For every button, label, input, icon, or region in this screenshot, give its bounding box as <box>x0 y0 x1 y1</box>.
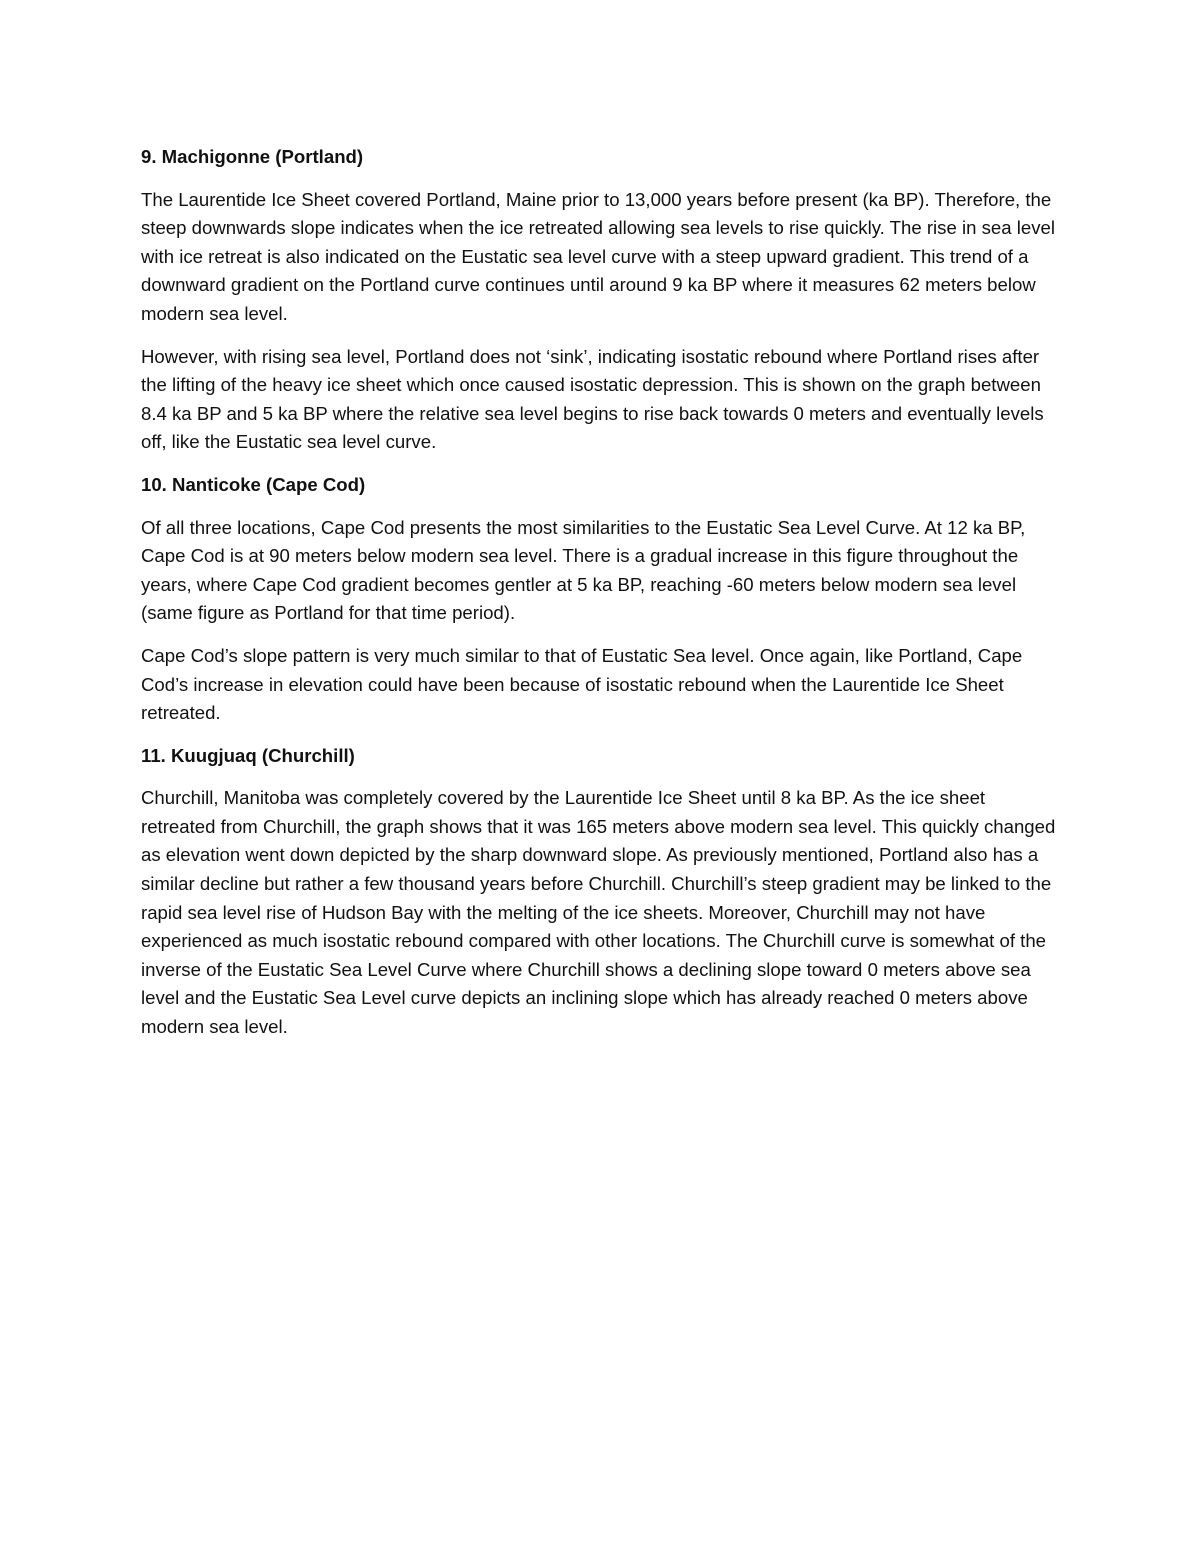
paragraph: Churchill, Manitoba was completely covered by the Laurentide Ice Sheet until 8 ka BP. As the ice sheet retreated from Churchill, the graph shows that it was 165 meters above modern sea level. This quickly changed as elevation went down depicted by the sharp downward slope. As previously mentioned, Portland also has a similar decline but rather a few thousand years before Churchill. Churchill’s steep gradient may be linked to the rapid sea level rise of Hudson Bay with the melting of the ice sheets. Moreover, Churchill may not have experienced as much isostatic rebound compared with other locations. The Churchill curve is somewhat of the inverse of the Eustatic Sea Level Curve where Churchill shows a declining slope toward 0 meters above sea level and the Eustatic Sea Level curve depicts an inclining slope which has already reached 0 meters above modern sea level. <box>141 787 1056 1038</box>
paragraph: The Laurentide Ice Sheet covered Portland, Maine prior to 13,000 years before present (ka BP). Therefore, the steep downwards slope indicates when the ice retreated allowing sea levels to rise quickly. The rise in sea level with ice retreat is also indicated on the Eustatic sea level curve with a steep upward gradient. This trend of a downward gradient on the Portland curve continues until around 9 ka BP where it measures 62 meters below modern sea level. <box>141 188 1055 324</box>
paragraph: Of all three locations, Cape Cod presents the most similarities to the Eustatic Sea Level Curve. At 12 ka BP, Cape Cod is at 90 meters below modern sea level. There is a gradual increase in this figure throughout the years, where Cape Cod gradient becomes gentler at 5 ka BP, reaching -60 meters below modern sea level (same figure as Portland for that time period). <box>141 516 1026 624</box>
section-kuugjuaq <box>141 742 1061 1042</box>
section-machigonne <box>141 143 1061 457</box>
paragraph: Cape Cod’s slope pattern is very much similar to that of Eustatic Sea level. Once again, like Portland, Cape Cod’s increase in elevation could have been because of isostatic rebound when the Laurentide Ice Sheet retreated. <box>141 644 1023 724</box>
document-body <box>141 143 1061 1056</box>
section-heading: 11. Kuugjuaq (Churchill) <box>141 744 355 766</box>
paragraph: However, with rising sea level, Portland does not ‘sink’, indicating isostatic rebound where Portland rises after the lifting of the heavy ice sheet which once caused isostatic depression. This is shown on the graph between 8.4 ka BP and 5 ka BP where the relative sea level begins to rise back towards 0 meters and eventually levels off, like the Eustatic sea level curve. <box>141 345 1044 453</box>
section-heading: 9. Machigonne (Portland) <box>141 146 364 167</box>
section-nanticoke <box>141 471 1061 728</box>
section-heading: 10. Nanticoke (Cape Cod) <box>141 473 366 495</box>
